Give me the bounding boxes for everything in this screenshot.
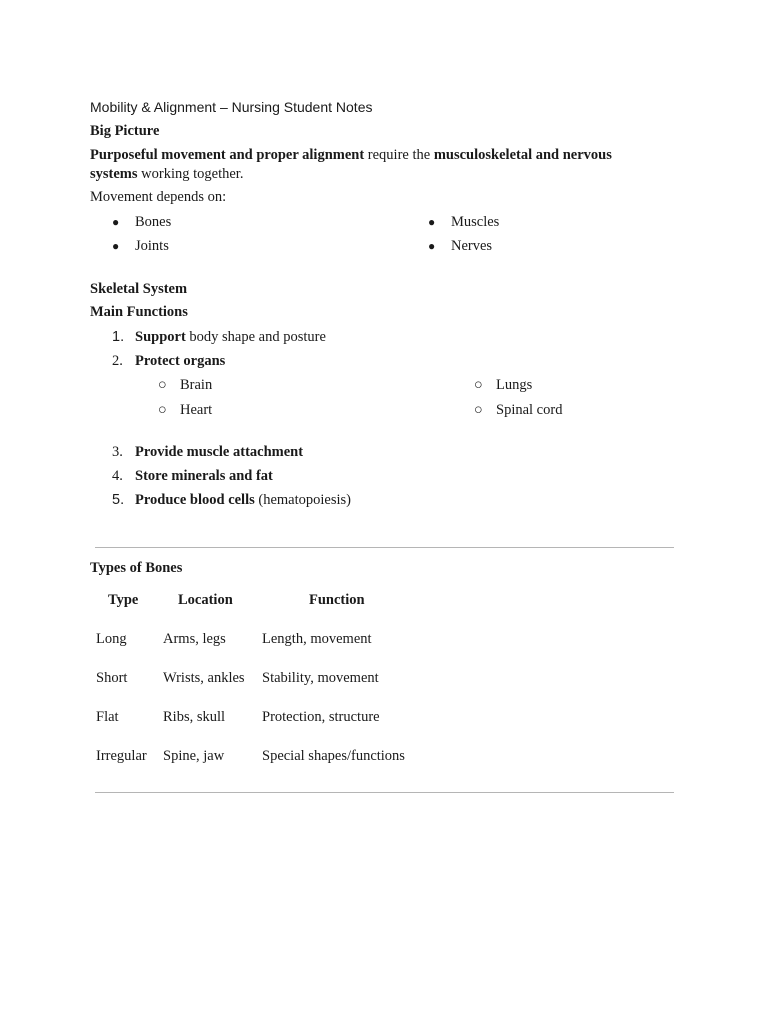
list-item bbox=[428, 238, 493, 255]
intro-bold-1: Purposeful movement and proper alignment bbox=[90, 147, 365, 163]
sub-list-label: Brain bbox=[180, 377, 213, 393]
table-cell-type: Flat bbox=[96, 709, 119, 725]
function-bold: Produce blood cells bbox=[135, 492, 255, 508]
movement-lead: Movement depends on: bbox=[90, 189, 227, 205]
circle-bullet-icon: ○ bbox=[474, 402, 483, 418]
circle-bullet-icon: ○ bbox=[158, 377, 167, 393]
list-item-label: Nerves bbox=[451, 238, 493, 254]
function-item bbox=[112, 353, 226, 370]
bullet-icon: ● bbox=[428, 215, 436, 229]
circle-bullet-icon: ○ bbox=[158, 402, 167, 418]
horizontal-divider bbox=[95, 547, 674, 548]
function-number: 5. bbox=[112, 492, 125, 508]
intro-text-1: require the bbox=[364, 147, 434, 163]
function-text bbox=[135, 353, 225, 370]
sub-list-item bbox=[474, 377, 533, 394]
function-item bbox=[112, 468, 273, 485]
function-text bbox=[135, 329, 326, 346]
big-picture-heading: Big Picture bbox=[90, 123, 160, 139]
table-cell-type: Irregular bbox=[96, 748, 147, 764]
table-cell-location: Wrists, ankles bbox=[163, 670, 245, 686]
table-cell-function: Length, movement bbox=[262, 631, 372, 647]
table-cell-function: Protection, structure bbox=[262, 709, 380, 725]
list-item bbox=[428, 214, 500, 231]
bullet-icon: ● bbox=[428, 239, 436, 253]
horizontal-divider bbox=[95, 792, 674, 793]
list-item bbox=[112, 238, 169, 255]
function-rest: (hematopoiesis) bbox=[254, 492, 352, 508]
function-number: 4. bbox=[112, 468, 123, 484]
function-text bbox=[135, 492, 351, 509]
function-number: 3. bbox=[112, 444, 123, 460]
table-cell-function: Special shapes/functions bbox=[262, 748, 405, 764]
list-item bbox=[112, 214, 172, 231]
list-item-label: Joints bbox=[135, 238, 169, 254]
function-item bbox=[112, 329, 326, 346]
document-title: Mobility & Alignment – Nursing Student Notes bbox=[90, 99, 373, 115]
sub-list-label: Spinal cord bbox=[496, 402, 563, 418]
function-bold: Store minerals and fat bbox=[135, 468, 273, 484]
table-cell-location: Ribs, skull bbox=[163, 709, 226, 725]
sub-list-item bbox=[158, 402, 213, 419]
sub-list-label: Lungs bbox=[496, 377, 533, 393]
main-functions-heading: Main Functions bbox=[90, 304, 188, 320]
table-cell-location: Arms, legs bbox=[163, 631, 226, 647]
sub-list-item bbox=[474, 402, 563, 419]
intro-bold-2: musculoskeletal and nervous systems bbox=[90, 147, 612, 182]
list-item-label: Muscles bbox=[451, 214, 500, 230]
function-number: 1. bbox=[112, 329, 125, 345]
table-cell-function: Stability, movement bbox=[262, 670, 379, 686]
function-item bbox=[112, 492, 352, 509]
function-text bbox=[135, 468, 273, 485]
function-number: 2. bbox=[112, 353, 123, 369]
table-cell-location: Spine, jaw bbox=[163, 748, 225, 764]
intro-text-2: working together. bbox=[137, 165, 244, 182]
bullet-icon: ● bbox=[112, 239, 120, 253]
bullet-icon: ● bbox=[112, 215, 120, 229]
function-rest: body shape and posture bbox=[185, 329, 326, 345]
circle-bullet-icon: ○ bbox=[474, 377, 483, 393]
table-cell-type: Long bbox=[96, 631, 127, 647]
function-text bbox=[135, 444, 303, 461]
column-header-function: Function bbox=[309, 592, 365, 608]
column-header-type: Type bbox=[108, 592, 139, 608]
list-item-label: Bones bbox=[135, 214, 172, 230]
skeletal-system-heading: Skeletal System bbox=[90, 281, 188, 297]
intro-paragraph bbox=[90, 146, 650, 183]
column-header-location: Location bbox=[178, 592, 233, 608]
table-cell-type: Short bbox=[96, 670, 128, 686]
function-bold: Protect organs bbox=[135, 353, 226, 369]
function-bold: Provide muscle attachment bbox=[135, 444, 304, 460]
function-bold: Support bbox=[135, 329, 186, 345]
sub-list-item bbox=[158, 377, 213, 394]
function-item bbox=[112, 444, 304, 461]
types-of-bones-heading: Types of Bones bbox=[90, 560, 183, 576]
sub-list-label: Heart bbox=[180, 402, 213, 418]
